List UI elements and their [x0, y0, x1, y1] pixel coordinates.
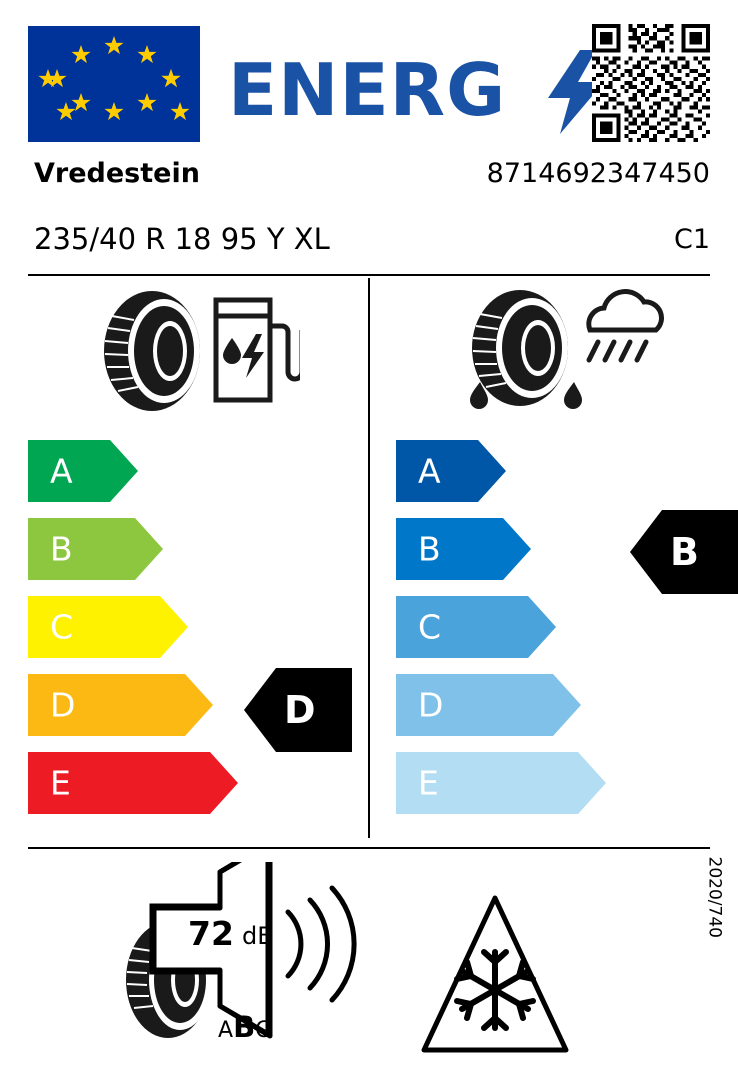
grade-bar [396, 674, 696, 736]
grade-letter: A [50, 451, 73, 491]
tyre-size: 235/40 R 18 95 Y XL [34, 222, 330, 256]
noise-unit: dB [242, 922, 274, 950]
divider-bottom [28, 847, 710, 849]
brand-name: Vredestein [34, 158, 200, 189]
noise-class-c: C [255, 1018, 271, 1043]
grade-bar [28, 752, 328, 814]
rain-cloud-tyre-icon [448, 286, 668, 416]
grade-bar-shape [28, 440, 138, 502]
grade-bar [396, 596, 696, 658]
eu-flag-icon [28, 26, 200, 142]
fuel-efficiency-scale [28, 440, 328, 830]
regulation-number: 2020/740 [704, 856, 724, 938]
grade-letter: D [50, 685, 76, 725]
fuel-efficiency-selected-grade [244, 668, 352, 752]
grade-bar-shape [396, 440, 506, 502]
grade-bar-shape [396, 518, 531, 580]
wet-grip-scale [396, 440, 696, 830]
product-code: 8714692347450 [486, 158, 710, 189]
grade-bar [396, 440, 696, 502]
qr-code-icon [592, 24, 710, 142]
grade-bar-shape [28, 518, 163, 580]
divider-vertical [368, 278, 370, 838]
tyre-class: C1 [673, 224, 710, 255]
three-peak-mountain-snowflake-icon [420, 890, 570, 1060]
noise-section [110, 862, 380, 1062]
grade-letter: B [50, 529, 73, 569]
energy-wordmark: ENERG [228, 48, 507, 132]
noise-class-b-selected: B [233, 1010, 256, 1044]
divider-top [28, 274, 710, 276]
noise-value: 72 [188, 914, 234, 953]
grade-letter: E [418, 763, 439, 803]
noise-class-scale [218, 1010, 271, 1044]
grade-bar [28, 596, 328, 658]
grade-letter: E [50, 763, 71, 803]
grade-letter: A [418, 451, 441, 491]
label-header [28, 24, 710, 142]
selected-grade-letter: D [284, 688, 316, 732]
tyre-size-row [28, 222, 710, 266]
wet-grip-selected-grade [630, 510, 738, 594]
grade-letter: C [50, 607, 74, 647]
grade-bar [28, 440, 328, 502]
grade-bar [396, 752, 696, 814]
noise-class-a: A [218, 1018, 234, 1043]
fuel-pump-tyre-icon [90, 286, 300, 416]
selected-grade-letter: B [670, 530, 699, 574]
grade-letter: D [418, 685, 444, 725]
grade-letter: C [418, 607, 442, 647]
grade-letter: B [418, 529, 441, 569]
brand-row [28, 158, 710, 202]
grade-bar [28, 518, 328, 580]
